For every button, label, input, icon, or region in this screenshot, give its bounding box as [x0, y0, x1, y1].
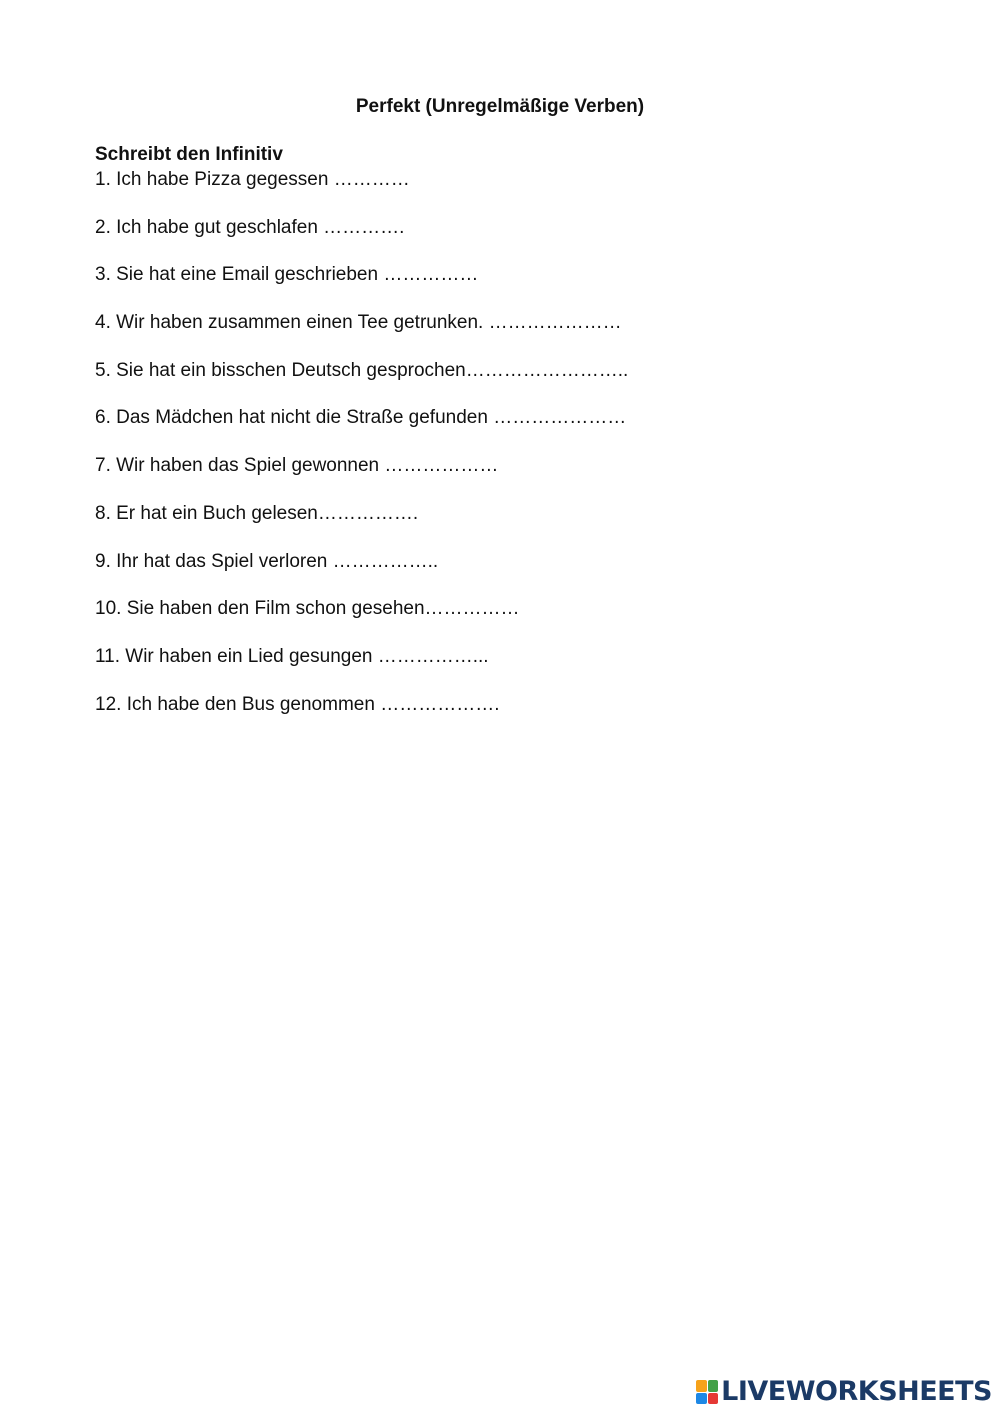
- logo-square-green: [708, 1380, 719, 1392]
- exercise-item: 12. Ich habe den Bus genommen ……………….: [95, 693, 500, 715]
- liveworksheets-logo-icon: [696, 1380, 718, 1404]
- exercise-item: 2. Ich habe gut geschlafen ………….: [95, 216, 405, 238]
- logo-square-red: [708, 1393, 719, 1405]
- exercise-item: 5. Sie hat ein bisschen Deutsch gesprochen……………………..: [95, 359, 629, 381]
- logo-square-blue: [696, 1393, 707, 1405]
- logo-square-orange: [696, 1380, 707, 1392]
- exercise-item: 3. Sie hat eine Email geschrieben ……………: [95, 264, 479, 286]
- worksheet-title: Perfekt (Unregelmäßige Verben): [355, 96, 645, 117]
- exercise-item: 4. Wir haben zusammen einen Tee getrunken. …………………: [95, 312, 622, 334]
- exercise-item: 9. Ihr hat das Spiel verloren ……………..: [95, 550, 439, 572]
- exercise-item: 8. Er hat ein Buch gelesen…………….: [95, 502, 419, 524]
- logo-text: LIVEWORKSHEETS: [721, 1376, 992, 1407]
- exercise-item: 6. Das Mädchen hat nicht die Straße gefunden …………………: [95, 407, 627, 429]
- exercise-item: 7. Wir haben das Spiel gewonnen ………………: [95, 455, 499, 477]
- exercise-item: 1. Ich habe Pizza gegessen …………: [95, 169, 410, 190]
- exercise-item: 11. Wir haben ein Lied gesungen ……………...: [95, 645, 489, 667]
- liveworksheets-logo: [696, 1377, 992, 1407]
- exercise-item: 10. Sie haben den Film schon gesehen……………: [95, 598, 520, 620]
- exercise-list: [95, 168, 628, 740]
- instruction-heading: Schreibt den Infinitiv: [95, 144, 283, 165]
